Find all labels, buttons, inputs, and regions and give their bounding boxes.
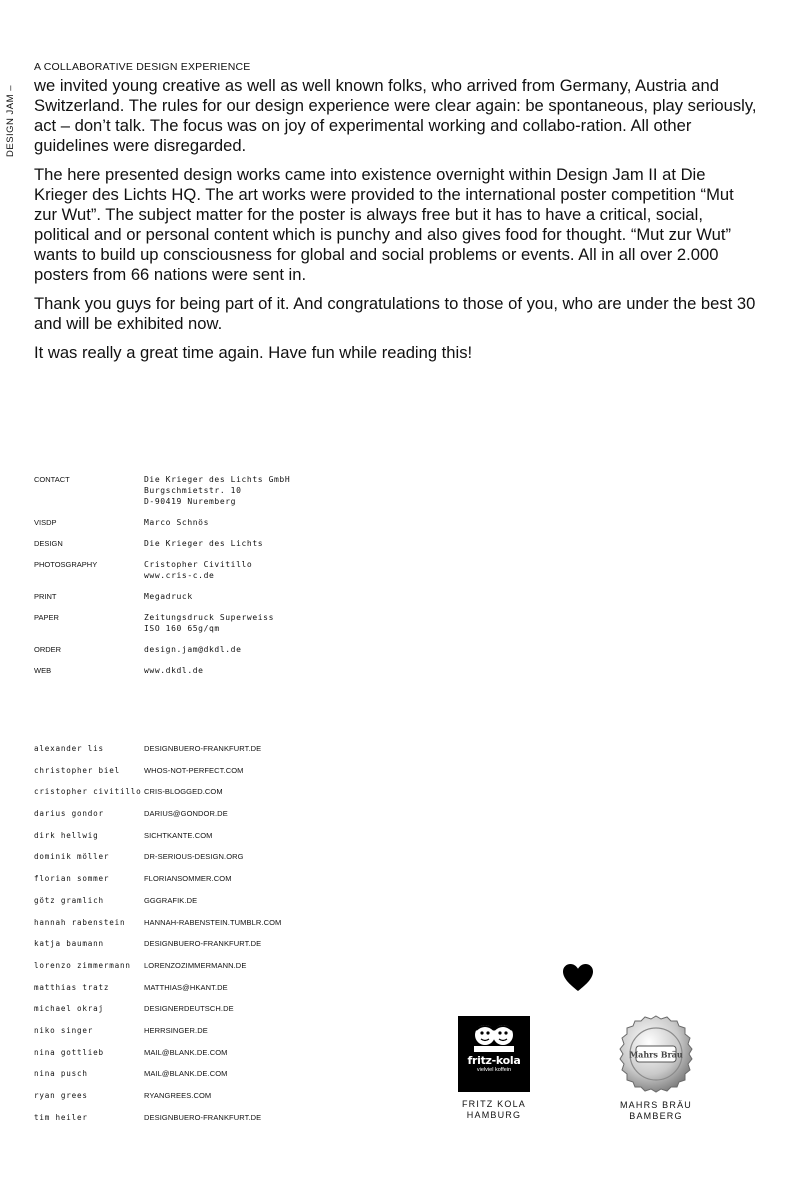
imprint-value xyxy=(144,538,263,549)
credit-url: MATTHIAS@HKANT.DE xyxy=(144,982,228,992)
credit-row xyxy=(34,1091,354,1113)
imprint-line: Die Krieger des Lichts GmbH xyxy=(144,475,291,484)
credit-row xyxy=(34,1069,354,1091)
credit-url: MAIL@BLANK.DE.COM xyxy=(144,1047,228,1057)
credit-url: DR-SERIOUS-DESIGN.ORG xyxy=(144,852,244,862)
mahrs-logo-word: Mahrs Bräu xyxy=(629,1049,683,1060)
credit-name: matthias tratz xyxy=(34,982,110,992)
imprint-key: PRINT xyxy=(34,592,57,601)
imprint-key: CONTACT xyxy=(34,475,70,484)
side-label: DESIGN JAM – xyxy=(5,85,16,157)
credit-name: katja baumann xyxy=(34,939,104,949)
credit-url: RYANGREES.COM xyxy=(144,1091,212,1100)
imprint-key: PHOTOSGRAPHY xyxy=(34,560,98,569)
imprint-value xyxy=(144,644,242,655)
credit-url: LORENZOZIMMERMANN.DE xyxy=(144,960,247,970)
credit-row xyxy=(34,809,354,831)
fritz-faces-icon xyxy=(472,1022,516,1052)
credit-name: florian sommer xyxy=(34,874,110,884)
imprint-value xyxy=(144,612,274,634)
credit-name: niko singer xyxy=(34,1025,94,1035)
imprint-value xyxy=(144,559,252,581)
imprint-value xyxy=(144,591,193,602)
credit-row xyxy=(34,787,354,809)
credit-row xyxy=(34,939,354,961)
credit-url: MAIL@BLANK.DE.COM xyxy=(144,1069,228,1079)
credit-name: alexander lis xyxy=(34,744,104,753)
credit-row xyxy=(34,1113,354,1135)
mahrs-bottlecap-logo xyxy=(616,1014,696,1094)
credit-name: dominik möller xyxy=(34,852,110,862)
credit-row xyxy=(34,744,354,766)
credits-list xyxy=(34,744,354,1134)
mahrs-caption-line: BAMBERG xyxy=(629,1111,683,1121)
credit-url: DESIGNBUERO-FRANKFURT.DE xyxy=(144,939,262,949)
imprint-line: Zeitungsdruck Superweiss xyxy=(144,613,274,622)
credit-row xyxy=(34,896,354,918)
imprint-key: DESIGN xyxy=(34,539,63,548)
imprint-key: PAPER xyxy=(34,613,59,622)
imprint-line: www.dkdl.de xyxy=(144,666,204,675)
credit-row xyxy=(34,1026,354,1048)
intro-paragraph: The here presented design works came into existence overnight within Design Jam II at Die Krieger des Lichts HQ. The art works were provided to the international poster competition “Mut zur Wut”. The subject matter for the poster is always free but it has to have a critical, social, political and or personal content which is punchy and also gives food for thought. “Mut zur Wut” wants to build up consciousness for global and social problems or events. All in all over 2.000 posters from 66 nations were sent in. xyxy=(34,165,734,284)
imprint-value xyxy=(144,517,209,528)
imprint-row-paper xyxy=(34,612,354,634)
imprint-line: Megadruck xyxy=(144,592,193,601)
credit-name: ryan grees xyxy=(34,1091,88,1100)
imprint-line: Marco Schnös xyxy=(144,518,209,527)
imprint-line: design.jam@dkdl.de xyxy=(144,645,242,654)
credit-row xyxy=(34,918,354,940)
fritz-logo-word: fritz-kola xyxy=(467,1054,521,1067)
imprint-line: Cristopher Civitillo xyxy=(144,560,253,569)
intro-paragraph: we invited young creative as well as well known folks, who arrived from Germany, Austria and Switzerland. The rules for our design experience were clear again: be spontaneous, play seriously, act – don’t talk. The focus was on joy of experimental working and collabo-ration. All other guidelines were disregarded. xyxy=(34,76,757,155)
intro-paragraph: It was really a great time again. Have fun while reading this! xyxy=(34,343,473,362)
credit-url: HERRSINGER.DE xyxy=(144,1025,208,1035)
credit-url: FLORIANSOMMER.COM xyxy=(144,874,232,884)
credit-row xyxy=(34,766,354,788)
imprint-value xyxy=(144,474,290,507)
credit-name: tim heiler xyxy=(34,1112,88,1122)
credit-url: DESIGNERDEUTSCH.DE xyxy=(144,1004,234,1014)
credit-name: lorenzo zimmermann xyxy=(34,960,131,970)
credit-row xyxy=(34,831,354,853)
imprint-line: D-90419 Nuremberg xyxy=(144,497,237,506)
credit-url: SICHTKANTE.COM xyxy=(144,830,213,840)
imprint-line: Die Krieger des Lichts xyxy=(144,539,264,548)
credit-name: dirk hellwig xyxy=(34,830,99,840)
credit-name: nina pusch xyxy=(34,1069,88,1079)
credit-name: darius gondor xyxy=(34,809,104,819)
imprint-row-order xyxy=(34,644,354,655)
credit-url: CRIS-BLOGGED.COM xyxy=(144,787,223,797)
credit-name: michael okraj xyxy=(34,1004,104,1014)
credit-url: DARIUS@GONDOR.DE xyxy=(144,809,228,819)
imprint-line: Burgschmietstr. 10 xyxy=(144,486,242,495)
imprint-value xyxy=(144,665,204,676)
imprint-row-print xyxy=(34,591,354,602)
credit-row xyxy=(34,874,354,896)
credit-url: WHOS-NOT-PERFECT.COM xyxy=(144,765,244,775)
imprint-line: ISO 160 65g/qm xyxy=(144,624,220,633)
kicker-heading: A COLLABORATIVE DESIGN EXPERIENCE xyxy=(34,61,251,73)
fritz-logo-sub: vielviel koffein xyxy=(476,1067,512,1073)
imprint-row-contact xyxy=(34,474,354,507)
intro-text xyxy=(34,76,759,372)
imprint-key: VISDP xyxy=(34,518,57,527)
credit-url: DESIGNBUERO-FRANKFURT.DE xyxy=(144,744,262,753)
heart-icon xyxy=(562,962,594,994)
credit-name: götz gramlich xyxy=(34,895,104,905)
imprint-row-visdp xyxy=(34,517,354,528)
credit-row xyxy=(34,961,354,983)
credit-url: GGGRAFIK.DE xyxy=(144,895,198,905)
credit-row xyxy=(34,1048,354,1070)
credit-name: christopher biel xyxy=(34,765,120,775)
credit-row xyxy=(34,983,354,1005)
imprint-line: www.cris-c.de xyxy=(144,571,215,580)
credit-name: hannah rabenstein xyxy=(34,917,126,927)
imprint-row-design xyxy=(34,538,354,549)
mahrs-caption-line: MAHRS BRÄU xyxy=(619,1100,692,1110)
credit-url: DESIGNBUERO-FRANKFURT.DE xyxy=(144,1112,262,1122)
imprint-row-web xyxy=(34,665,354,676)
fritz-kola-logo xyxy=(458,1016,530,1092)
credit-url: HANNAH-RABENSTEIN.TUMBLR.COM xyxy=(144,917,282,927)
imprint-key: WEB xyxy=(34,666,52,675)
imprint xyxy=(34,474,354,686)
imprint-row-photography xyxy=(34,559,354,581)
fritz-caption-line: HAMBURG xyxy=(466,1110,522,1120)
fritz-kola-caption xyxy=(444,1099,544,1121)
credit-name: cristopher civitillo xyxy=(34,787,142,797)
credit-name: nina gottlieb xyxy=(34,1047,104,1057)
fritz-caption-line: FRITZ KOLA xyxy=(461,1099,526,1109)
credit-row xyxy=(34,852,354,874)
mahrs-brau-caption xyxy=(606,1100,706,1122)
imprint-key: ORDER xyxy=(34,645,62,654)
credit-row xyxy=(34,1004,354,1026)
intro-paragraph: Thank you guys for being part of it. And congratulations to those of you, who are under the best 30 and will be exhibited now. xyxy=(34,294,756,333)
